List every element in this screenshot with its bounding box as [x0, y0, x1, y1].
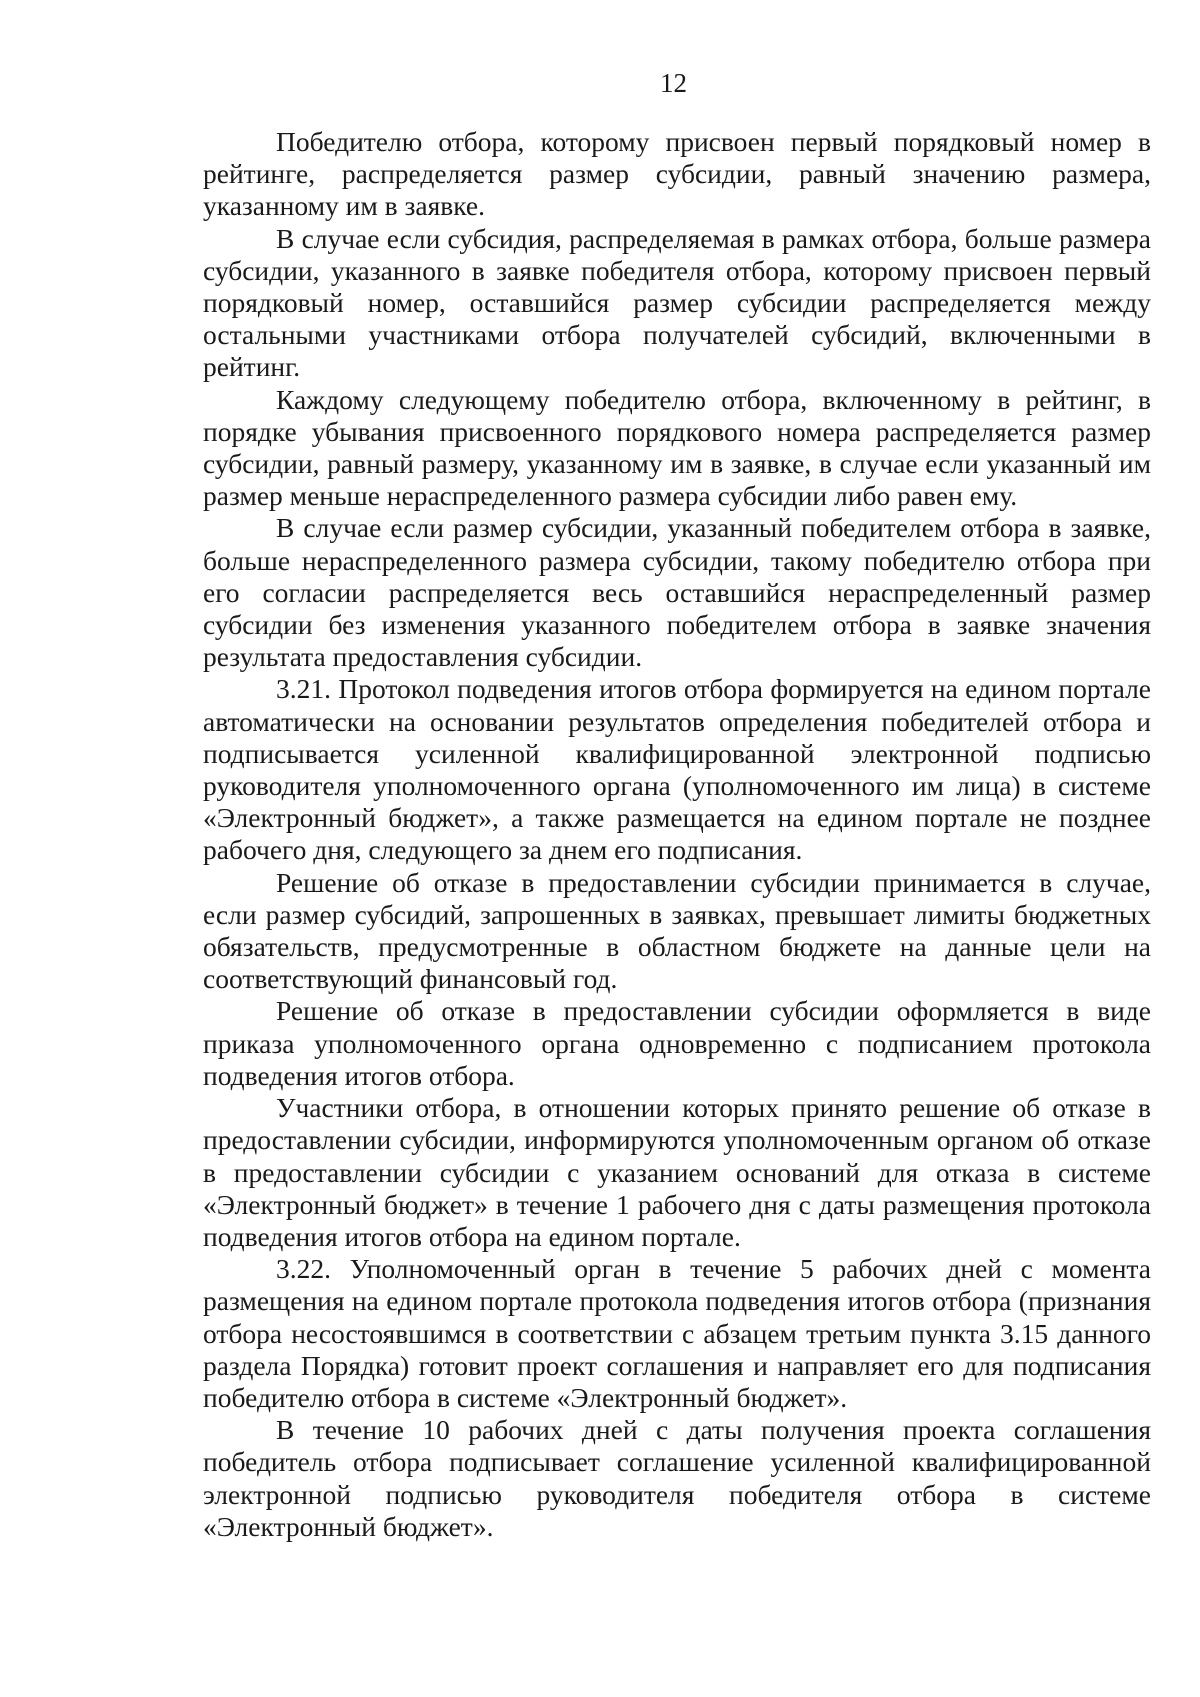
paragraph: Каждому следующему победителю отбора, включенному в рейтинг, в порядке убывания присвоенного порядкового номера распределяется размер субсидии, равный размеру, указанному им в заявке, в случае если указанный им размер меньше нераспределенного размера субсидии либо равен ему. [203, 383, 1151, 512]
page-number: 12 [660, 68, 687, 98]
paragraph: В случае если субсидия, распределяемая в рамках отбора, больше размера субсидии, указанного в заявке победителя отбора, которому присвоен первый порядковый номер, оставшийся размер субсидии распределяется между остальными участниками отбора получателей субсидий, включенными в рейтинг. [203, 222, 1151, 383]
paragraph: Решение об отказе в предоставлении субсидии оформляется в виде приказа уполномоченного органа одновременно с подписанием протокола подведения итогов отбора. [203, 995, 1151, 1091]
document-body [203, 126, 1151, 1543]
paragraph: Победителю отбора, которому присвоен первый порядковый номер в рейтинге, распределяется размер субсидии, равный значению размера, указанному им в заявке. [203, 126, 1151, 222]
paragraph: Решение об отказе в предоставлении субсидии принимается в случае, если размер субсидий, запрошенных в заявках, превышает лимиты бюджетных обязательств, предусмотренные в областном бюджете на данные цели на соответствующий финансовый год. [203, 866, 1151, 995]
paragraph: Участники отбора, в отношении которых принято решение об отказе в предоставлении субсидии, информируются уполномоченным органом об отказе в предоставлении субсидии с указанием оснований для отказа в системе «Электронный бюджет» в течение 1 рабочего дня с даты размещения протокола подведения итогов отбора на едином портале. [203, 1092, 1151, 1252]
paragraph: В течение 10 рабочих дней с даты получения проекта соглашения победитель отбора подписывает соглашение усиленной квалифицированной электронной подписью руководителя победителя отбора в системе «Электронный бюджет». [203, 1414, 1151, 1542]
paragraph-clause-3-21: 3.21. Протокол подведения итогов отбора формируется на едином портале автоматически на основании результатов определения победителей отбора и подписывается усиленной квалифицированной электронной подписью руководителя уполномоченного органа (уполномоченного им лица) в системе «Электронный бюджет», а также размещается на едином портале не позднее рабочего дня, следующего за днем его подписания. [203, 673, 1151, 866]
paragraph-clause-3-22: 3.22. Уполномоченный орган в течение 5 рабочих дней с момента размещения на едином портале протокола подведения итогов отбора (признания отбора несостоявшимся в соответствии с абзацем третьим пункта 3.15 данного раздела Порядка) готовит проект соглашения и направляет его для подписания победителю отбора в системе «Электронный бюджет». [203, 1253, 1151, 1413]
paragraph: В случае если размер субсидии, указанный победителем отбора в заявке, больше нераспределенного размера субсидии, такому победителю отбора при его согласии распределяется весь оставшийся нераспределенный размер субсидии без изменения указанного победителем отбора в заявке значения результата предоставления субсидии. [203, 512, 1151, 673]
